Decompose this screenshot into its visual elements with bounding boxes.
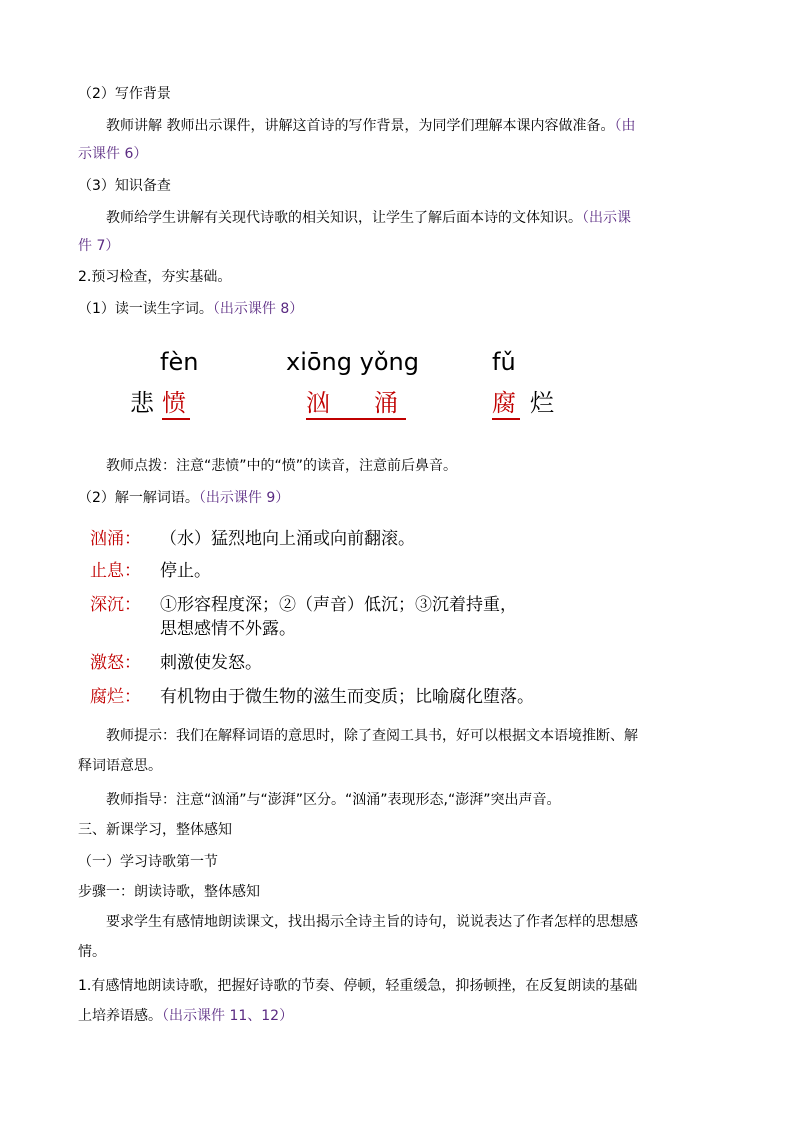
paragraph-knowledge [78, 208, 718, 228]
courseware-note: （出示课件 9） [198, 490, 290, 506]
definition-fulan: 有机物由于微生物的滋生而变质；比喻腐化堕落。 [160, 687, 534, 707]
step-one-heading [78, 882, 718, 902]
heading-text: （3）知识备查 [78, 178, 171, 194]
char-fen: 愤 [162, 388, 190, 420]
courseware-note: 示课件 6） [78, 146, 148, 162]
courseware-note: （出示课件 11、12） [162, 1008, 294, 1024]
definition-shenchen-cont: 思想感情不外露。 [160, 619, 296, 639]
char-lan: 烂 [530, 389, 554, 417]
courseware-note: （由 [614, 118, 636, 134]
definition-jinu: 刺激使发怒。 [160, 653, 262, 673]
paragraph-requirement [78, 912, 718, 932]
paragraph-text: 情。 [78, 944, 106, 960]
paragraph-text: 教师指导：注意“汹涌”与“澎湃”区分。“汹涌”表现形态,“澎湃”突出声音。 [106, 792, 561, 808]
char-fu: 腐 [492, 388, 520, 420]
pinyin-fu: fǔ [492, 348, 516, 376]
term-xiongyong: 汹涌： [90, 529, 141, 549]
paragraph-text: 要求学生有感情地朗读课文，找出揭示全诗主旨的诗句，说说表达了作者怎样的思想感 [106, 914, 638, 930]
paragraph-writing-background-cont [78, 144, 718, 164]
paragraph-text: 教师给学生讲解有关现代诗歌的相关知识，让学生了解后面本诗的文体知识。 [106, 210, 582, 226]
definition-zhixi: 停止。 [160, 561, 211, 581]
item-text: 上培养语感。 [78, 1008, 162, 1024]
section-heading-writing-background [78, 84, 718, 104]
item-preview-check [78, 267, 718, 287]
section-heading-first-stanza [78, 852, 718, 872]
heading-text: （2）解一解词语。 [78, 490, 199, 506]
item-read-poem [78, 976, 718, 996]
courseware-note: （出示课件 8） [212, 301, 304, 317]
paragraph-text: 教师点拨：注意“悲愤”中的“愤”的读音，注意前后鼻音。 [106, 458, 458, 474]
paragraph-text: 教师提示：我们在解释词语的意思时，除了查阅工具书，好可以根据文本语境推断、解 [106, 728, 638, 744]
section-heading-read-words [78, 299, 718, 319]
paragraph-tip-pronunciation [78, 456, 718, 476]
term-jinu: 激怒： [90, 653, 141, 673]
heading-text: （1）读一读生字词。 [78, 301, 213, 317]
paragraph-teacher-hint [78, 726, 718, 746]
paragraph-text: 释词语意思。 [78, 758, 162, 774]
item-text: 1.有感情地朗读诗歌，把握好诗歌的节奏、停顿，轻重缓急，抑扬顿挫，在反复朗读的基础 [78, 978, 638, 994]
paragraph-text: 教师讲解 教师出示课件，讲解这首诗的写作背景，为同学们理解本课内容做准备。 [106, 118, 615, 134]
char-xiong: 汹 [306, 389, 330, 417]
word-xiongyong [306, 388, 406, 420]
char-yong: 涌 [374, 389, 398, 417]
section-heading-knowledge [78, 176, 718, 196]
heading-text: （2）写作背景 [78, 86, 171, 102]
heading-text: （一）学习诗歌第一节 [78, 854, 218, 870]
paragraph-teacher-guide [78, 790, 718, 810]
definition-shenchen: ①形容程度深；②（声音）低沉；③沉着持重， [160, 595, 517, 615]
pinyin-fen: fèn [160, 348, 199, 376]
section-heading-new-lesson [78, 820, 718, 840]
paragraph-writing-background [78, 116, 718, 136]
paragraph-teacher-hint-cont [78, 756, 718, 776]
item-text: 2.预习检查，夯实基础。 [78, 269, 232, 285]
term-shenchen: 深沉： [90, 595, 141, 615]
term-zhixi: 止息： [90, 561, 141, 581]
term-fulan: 腐烂： [90, 687, 141, 707]
courseware-note: 件 7） [78, 238, 120, 254]
heading-text: 步骤一：朗读诗歌，整体感知 [78, 884, 260, 900]
paragraph-knowledge-cont [78, 236, 718, 256]
pinyin-xiongyong: xiōng yǒng [286, 348, 419, 376]
item-read-poem-cont [78, 1006, 718, 1026]
char-bei: 悲 [130, 389, 154, 417]
heading-text: 三、新课学习，整体感知 [78, 822, 232, 838]
section-heading-explain-words [78, 488, 718, 508]
courseware-note: （出示课 [582, 210, 631, 226]
definition-xiongyong: （水）猛烈地向上涌或向前翻滚。 [160, 529, 415, 549]
paragraph-requirement-cont [78, 942, 718, 962]
